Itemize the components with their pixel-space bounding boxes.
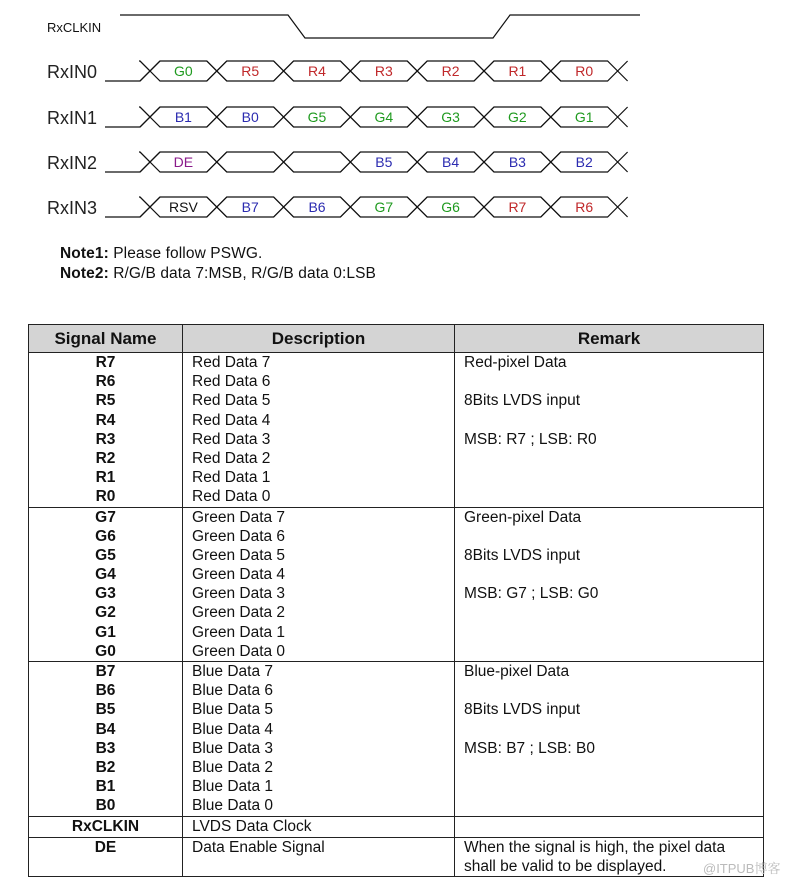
cell-line: Red-pixel Data [464, 354, 567, 371]
slot-label: R2 [441, 63, 460, 79]
cell-line: Green Data 1 [192, 623, 286, 641]
cell-line: shall be valid to be displayed. [464, 857, 667, 875]
slot-label: R4 [308, 63, 326, 79]
cell-line: R0 [95, 488, 116, 506]
slot-label: R7 [508, 199, 527, 215]
lvds-timing-diagram [0, 0, 795, 240]
cell-line [464, 796, 763, 815]
cell-line: G4 [95, 566, 116, 584]
cell-line [464, 372, 763, 391]
cell-line: B6 [95, 682, 116, 700]
cell-line [464, 777, 763, 796]
cell-line [464, 565, 763, 584]
notes [60, 244, 376, 284]
slot-label: B3 [508, 154, 526, 170]
signal-table [28, 324, 764, 877]
slot-label: G6 [441, 199, 460, 215]
slot-bottom [274, 152, 361, 172]
cell-line [464, 720, 763, 739]
watermark-credit: @ITPUB博客 [703, 861, 781, 876]
cell-line: B2 [95, 758, 116, 776]
slot-label: G2 [508, 109, 527, 125]
lane-label: RxIN2 [47, 153, 98, 173]
note-1: Note1: Please follow PSWG. [60, 245, 263, 262]
slot-label: R1 [508, 63, 527, 79]
lane-lead-in [105, 107, 160, 127]
lane-label: RxIN0 [47, 62, 98, 82]
signal-cell: RxCLKIN [29, 816, 183, 837]
cell-line [464, 603, 763, 622]
description-cell [183, 662, 455, 817]
remark-cell [455, 507, 764, 662]
cell-line: Green Data 7 [192, 508, 286, 526]
cell-line: B0 [95, 797, 116, 815]
cell-line: Blue Data 4 [192, 720, 273, 738]
cell-line: Green Data 6 [192, 527, 286, 545]
clock-waveform [120, 15, 640, 38]
lane-lead-in [105, 152, 160, 172]
slot-label: B4 [442, 154, 460, 170]
table-row-de [29, 837, 764, 876]
slot-top [274, 152, 361, 172]
cell-line [464, 758, 763, 777]
signal-cell [29, 507, 183, 662]
cell-line: Blue Data 3 [192, 739, 273, 757]
cell-line: 8Bits LVDS input [464, 392, 581, 410]
signal-cell: DE [29, 837, 183, 876]
slot-label: R0 [575, 63, 594, 79]
slot-label: B5 [375, 154, 393, 170]
cell-line: Blue Data 6 [192, 682, 273, 700]
cell-line: Blue Data 1 [192, 778, 273, 796]
description-cell [183, 507, 455, 662]
cell-line: B7 [95, 663, 116, 680]
slot-top [207, 152, 294, 172]
cell-line: Green Data 5 [192, 546, 286, 564]
cell-line [464, 642, 763, 661]
cell-line: When the signal is high, the pixel data [464, 838, 726, 856]
cell-line: R5 [95, 392, 116, 410]
cell-line [464, 527, 763, 546]
slot-label: B7 [241, 199, 259, 215]
cell-line: Red Data 4 [192, 411, 271, 429]
cell-line: Green Data 2 [192, 604, 286, 622]
table-group-blue [29, 662, 764, 817]
cell-line: R1 [95, 469, 116, 487]
slot-label: R5 [241, 63, 260, 79]
cell-line: G0 [95, 642, 116, 660]
description-cell [183, 353, 455, 508]
slot-label: G7 [374, 199, 394, 215]
cell-line: Red Data 2 [192, 449, 271, 467]
note-2: Note2: R/G/B data 7:MSB, R/G/B data 0:LSB [60, 265, 376, 282]
cell-line [464, 623, 763, 642]
table-row-rxclkin [29, 816, 764, 837]
slot-label: B6 [308, 199, 326, 215]
cell-line: Red Data 3 [192, 430, 271, 448]
header-remark: Remark [455, 325, 764, 353]
cell-line [464, 468, 763, 487]
header-description: Description [183, 325, 455, 353]
lane-label: RxIN1 [47, 108, 98, 128]
cell-line: MSB: R7 ; LSB: R0 [464, 430, 597, 448]
signal-cell [29, 353, 183, 508]
cell-line: B4 [95, 720, 116, 738]
cell-line: 8Bits LVDS input [464, 546, 581, 564]
cell-line: Red Data 5 [192, 392, 271, 410]
cell-line: Blue Data 7 [192, 663, 273, 680]
cell-line: G2 [95, 604, 116, 622]
cell-line: G5 [95, 546, 116, 564]
cell-line: R4 [95, 411, 116, 429]
cell-line: Red Data 7 [192, 354, 271, 371]
cell-line: Green Data 4 [192, 566, 286, 584]
description-cell: LVDS Data Clock [183, 816, 455, 837]
slot-label: B1 [174, 109, 192, 125]
slot-label: B2 [575, 154, 593, 170]
cell-line: R7 [95, 354, 116, 371]
cell-line [464, 681, 763, 700]
cell-line: R3 [95, 430, 116, 448]
slot-label: B0 [241, 109, 259, 125]
cell-line: Red Data 1 [192, 469, 271, 487]
cell-line: MSB: G7 ; LSB: G0 [464, 585, 599, 603]
slot-label: R6 [575, 199, 594, 215]
lane-lead-in [105, 197, 160, 217]
table-header-row [29, 325, 764, 353]
cell-line: Red Data 6 [192, 373, 271, 391]
cell-line: G1 [95, 623, 116, 641]
cell-line: Blue Data 5 [192, 701, 273, 719]
cell-line: MSB: B7 ; LSB: B0 [464, 739, 595, 757]
cell-line: Blue Data 0 [192, 797, 273, 815]
cell-line [464, 411, 763, 430]
header-signal-name: Signal Name [29, 325, 183, 353]
slot-bottom [207, 152, 294, 172]
cell-line: 8Bits LVDS input [464, 701, 581, 719]
cell-line: Blue-pixel Data [464, 663, 570, 680]
slot-label: R3 [374, 63, 393, 79]
remark-cell [455, 662, 764, 817]
table-group-red [29, 353, 764, 508]
slot-label: G4 [374, 109, 394, 125]
remark-cell [455, 353, 764, 508]
signal-cell [29, 662, 183, 817]
cell-line: B5 [95, 701, 116, 719]
slot-label: G0 [174, 63, 193, 79]
cell-line: B3 [95, 739, 116, 757]
cell-line: Green-pixel Data [464, 508, 582, 526]
lane-lead-in [105, 61, 160, 81]
lane-label: RxIN3 [47, 198, 98, 218]
cell-line: G7 [95, 508, 116, 526]
slot-label: DE [173, 154, 194, 170]
slot-label: G5 [307, 109, 327, 125]
slot-label: G3 [441, 109, 460, 125]
cell-line [464, 449, 763, 468]
slot-label: RSV [169, 199, 198, 215]
cell-line: Green Data 0 [192, 642, 286, 660]
cell-line: Green Data 3 [192, 585, 286, 603]
cell-line: G6 [95, 527, 116, 545]
remark-cell [455, 816, 764, 837]
table-group-green [29, 507, 764, 662]
description-cell: Data Enable Signal [183, 837, 455, 876]
clock-label: RxCLKIN [47, 20, 102, 35]
cell-line [464, 487, 763, 506]
cell-line: Red Data 0 [192, 488, 271, 506]
cell-line: R6 [95, 373, 116, 391]
cell-line: Blue Data 2 [192, 758, 273, 776]
cell-line: B1 [95, 778, 116, 796]
cell-line: R2 [95, 449, 116, 467]
cell-line: G3 [95, 585, 116, 603]
slot-label: G1 [574, 109, 594, 125]
